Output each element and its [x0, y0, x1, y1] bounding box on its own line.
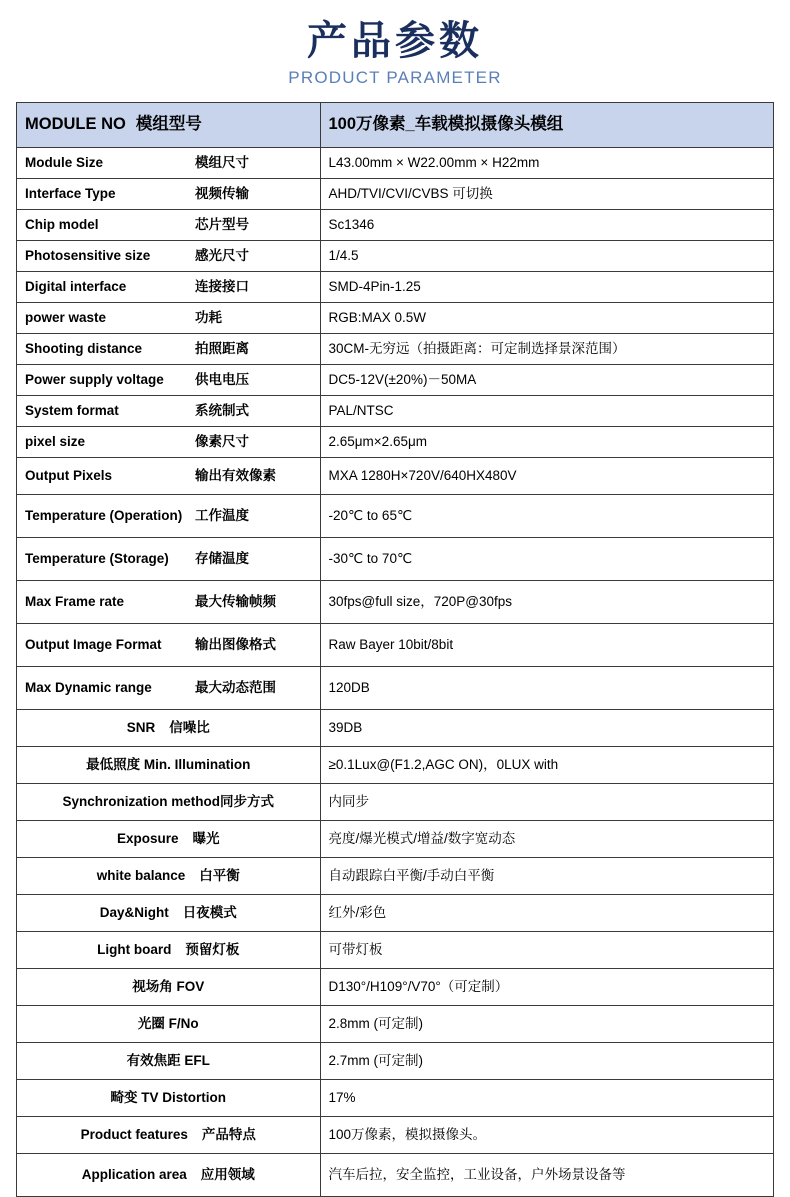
row-label-cn: 最大动态范围: [195, 680, 276, 696]
row-label-en: Output Pixels: [25, 468, 113, 484]
row-label-cell: [17, 1006, 320, 1043]
row-label-en: pixel size: [25, 434, 86, 450]
row-label-cn: 输出图像格式: [195, 637, 276, 653]
row-label-cn: 视场角 FOV: [132, 979, 205, 995]
row-label-cell: [17, 932, 320, 969]
row-label-cn: 有效焦距 EFL: [126, 1053, 210, 1069]
page-title: 产品参数: [307, 19, 483, 63]
row-value-cell: 30CM-无穷远（拍摄距离：可定制选择景深范围）: [320, 334, 773, 365]
row-label-cell: [17, 710, 320, 747]
row-label-cn: 存储温度: [195, 551, 249, 567]
row-label-cn: 曝光: [192, 831, 220, 847]
row-label-en: Max Frame rate: [25, 594, 125, 610]
row-label-en: white balance: [96, 868, 186, 884]
row-label-en: Digital interface: [25, 279, 127, 295]
table-row: [17, 1006, 773, 1043]
row-label-cn: 感光尺寸: [195, 248, 249, 264]
row-label-cell: [17, 241, 320, 272]
row-label-cn: 系统制式: [195, 403, 249, 419]
row-label-cell: [17, 895, 320, 932]
row-label-en: Application area: [81, 1167, 187, 1183]
row-label-cell: [17, 210, 320, 241]
table-row: [17, 821, 773, 858]
row-value-cell: 39DB: [320, 710, 773, 747]
table-row: [17, 858, 773, 895]
row-value-cell: 17%: [320, 1080, 773, 1117]
row-label-cn: 预留灯板: [185, 942, 240, 958]
row-label-cn: 光圈 F/No: [137, 1016, 199, 1032]
row-label-en: Temperature (Storage): [25, 551, 169, 567]
table-row: [17, 365, 773, 396]
row-label-en: Product features: [80, 1127, 188, 1143]
table-row: [17, 241, 773, 272]
table-row: [17, 427, 773, 458]
row-label-cell: [17, 396, 320, 427]
table-row: [17, 1117, 773, 1154]
row-value-cell: 120DB: [320, 667, 773, 710]
row-value-cell: Raw Bayer 10bit/8bit: [320, 624, 773, 667]
row-label-cell: [17, 784, 320, 821]
row-label-cn: 模组尺寸: [195, 155, 249, 171]
table-row: [17, 538, 773, 581]
table-row: [17, 581, 773, 624]
row-label-cn: 最大传输帧频: [195, 594, 276, 610]
row-label-cell: [17, 1117, 320, 1154]
row-value-cell: 2.65μm×2.65μm: [320, 427, 773, 458]
row-label-en: Photosensitive size: [25, 248, 151, 264]
row-value-cell: L43.00mm × W22.00mm × H22mm: [320, 148, 773, 179]
row-label-cell: [17, 365, 320, 396]
table-row: [17, 747, 773, 784]
row-label-cn: 白平衡: [199, 868, 240, 884]
row-value-cell: DC5-12V(±20%)－50MA: [320, 365, 773, 396]
row-label-cn: 最低照度 Min. Illumination: [86, 757, 251, 773]
row-label-en: Temperature (Operation): [25, 508, 183, 524]
row-label-en: Exposure: [116, 831, 179, 847]
row-label-en: Power supply voltage: [25, 372, 164, 388]
row-label-cell: [17, 1043, 320, 1080]
row-value-cell: D130°/H109°/V70°（可定制）: [320, 969, 773, 1006]
row-label-cn: 拍照距离: [195, 341, 249, 357]
row-label-en: Output Image Format: [25, 637, 162, 653]
table-row: [17, 458, 773, 495]
row-label-en: Module Size: [25, 155, 104, 171]
row-label-cn: 输出有效像素: [195, 468, 276, 484]
row-label-cn: 功耗: [195, 310, 222, 326]
row-value-cell: -30℃ to 70℃: [320, 538, 773, 581]
table-row: [17, 969, 773, 1006]
table-row: [17, 624, 773, 667]
row-label-cell: [17, 495, 320, 538]
row-label-cn: Synchronization method同步方式: [62, 794, 274, 810]
parameter-table-body: [17, 103, 773, 1197]
table-row: [17, 148, 773, 179]
table-row: [17, 303, 773, 334]
row-value-cell: Sc1346: [320, 210, 773, 241]
row-value-cell: 内同步: [320, 784, 773, 821]
row-label-cell: [17, 334, 320, 365]
row-label-en: Day&Night: [99, 905, 169, 921]
row-label-cell: [17, 667, 320, 710]
row-value-cell: ≥0.1Lux@(F1.2,AGC ON)，0LUX with: [320, 747, 773, 784]
row-label-cn: 芯片型号: [195, 217, 249, 233]
row-label-cell: [17, 427, 320, 458]
row-label-cn: 日夜模式: [182, 905, 237, 921]
table-row: [17, 1154, 773, 1197]
row-value-cell: AHD/TVI/CVI/CVBS 可切换: [320, 179, 773, 210]
table-header-label-en: MODULE NO: [25, 115, 126, 134]
row-label-cell: [17, 858, 320, 895]
table-row: [17, 495, 773, 538]
row-label-cell: [17, 747, 320, 784]
row-label-cn: 工作温度: [195, 508, 249, 524]
table-row: [17, 667, 773, 710]
table-header-row: [17, 103, 773, 148]
row-value-cell: 2.7mm (可定制): [320, 1043, 773, 1080]
row-value-cell: 亮度/爆光模式/增益/数字宽动态: [320, 821, 773, 858]
row-label-cn: 供电电压: [195, 372, 249, 388]
row-value-cell: SMD-4Pin-1.25: [320, 272, 773, 303]
row-label-cn: 像素尺寸: [195, 434, 249, 450]
row-label-en: Shooting distance: [25, 341, 143, 357]
page-subtitle: PRODUCT PARAMETER: [288, 68, 502, 87]
row-label-en: System format: [25, 403, 119, 419]
table-row: [17, 334, 773, 365]
row-label-cell: [17, 272, 320, 303]
table-row: [17, 210, 773, 241]
row-label-cell: [17, 303, 320, 334]
row-value-cell: 自动跟踪白平衡/手动白平衡: [320, 858, 773, 895]
row-label-cn: 产品特点: [201, 1127, 256, 1143]
row-value-cell: 汽车后拉，安全监控，工业设备，户外场景设备等: [320, 1154, 773, 1197]
row-label-cn: 连接接口: [195, 279, 249, 295]
row-value-cell: 可带灯板: [320, 932, 773, 969]
table-header-label-cn: 模组型号: [135, 115, 202, 134]
row-label-cell: [17, 1080, 320, 1117]
table-row: [17, 895, 773, 932]
table-row: [17, 179, 773, 210]
row-value-cell: 100万像素，模拟摄像头。: [320, 1117, 773, 1154]
table-header-label-cell: [17, 103, 320, 148]
table-header-value-cell: 100万像素_车载模拟摄像头模组: [320, 103, 773, 148]
table-row: [17, 272, 773, 303]
table-row: [17, 784, 773, 821]
row-label-en: Chip model: [25, 217, 99, 233]
parameter-table-wrapper: [16, 102, 774, 1197]
table-row: [17, 1043, 773, 1080]
row-label-cell: [17, 624, 320, 667]
row-value-cell: PAL/NTSC: [320, 396, 773, 427]
row-label-cell: [17, 1154, 320, 1197]
row-label-cn: 畸变 TV Distortion: [110, 1090, 226, 1106]
row-label-en: Interface Type: [25, 186, 116, 202]
table-row: [17, 710, 773, 747]
parameter-table: [17, 103, 773, 1197]
row-label-en: power waste: [25, 310, 107, 326]
row-label-cell: [17, 581, 320, 624]
row-label-cn: 视频传输: [195, 186, 249, 202]
row-label-en: SNR: [126, 720, 156, 736]
row-value-cell: MXA 1280H×720V/640HX480V: [320, 458, 773, 495]
row-label-cell: [17, 538, 320, 581]
row-label-en: Max Dynamic range: [25, 680, 152, 696]
table-row: [17, 932, 773, 969]
row-value-cell: -20℃ to 65℃: [320, 495, 773, 538]
row-label-cn: 应用领域: [200, 1167, 255, 1183]
row-label-cell: [17, 179, 320, 210]
row-value-cell: 30fps@full size，720P@30fps: [320, 581, 773, 624]
row-value-cell: 1/4.5: [320, 241, 773, 272]
row-label-cell: [17, 148, 320, 179]
row-label-en: Light board: [97, 942, 172, 958]
row-label-cell: [17, 969, 320, 1006]
row-label-cn: 信噪比: [169, 720, 210, 736]
table-row: [17, 396, 773, 427]
row-value-cell: 2.8mm (可定制): [320, 1006, 773, 1043]
page-header: [0, 0, 790, 88]
row-label-cell: [17, 821, 320, 858]
row-value-cell: 红外/彩色: [320, 895, 773, 932]
row-label-cell: [17, 458, 320, 495]
table-row: [17, 1080, 773, 1117]
row-value-cell: RGB:MAX 0.5W: [320, 303, 773, 334]
